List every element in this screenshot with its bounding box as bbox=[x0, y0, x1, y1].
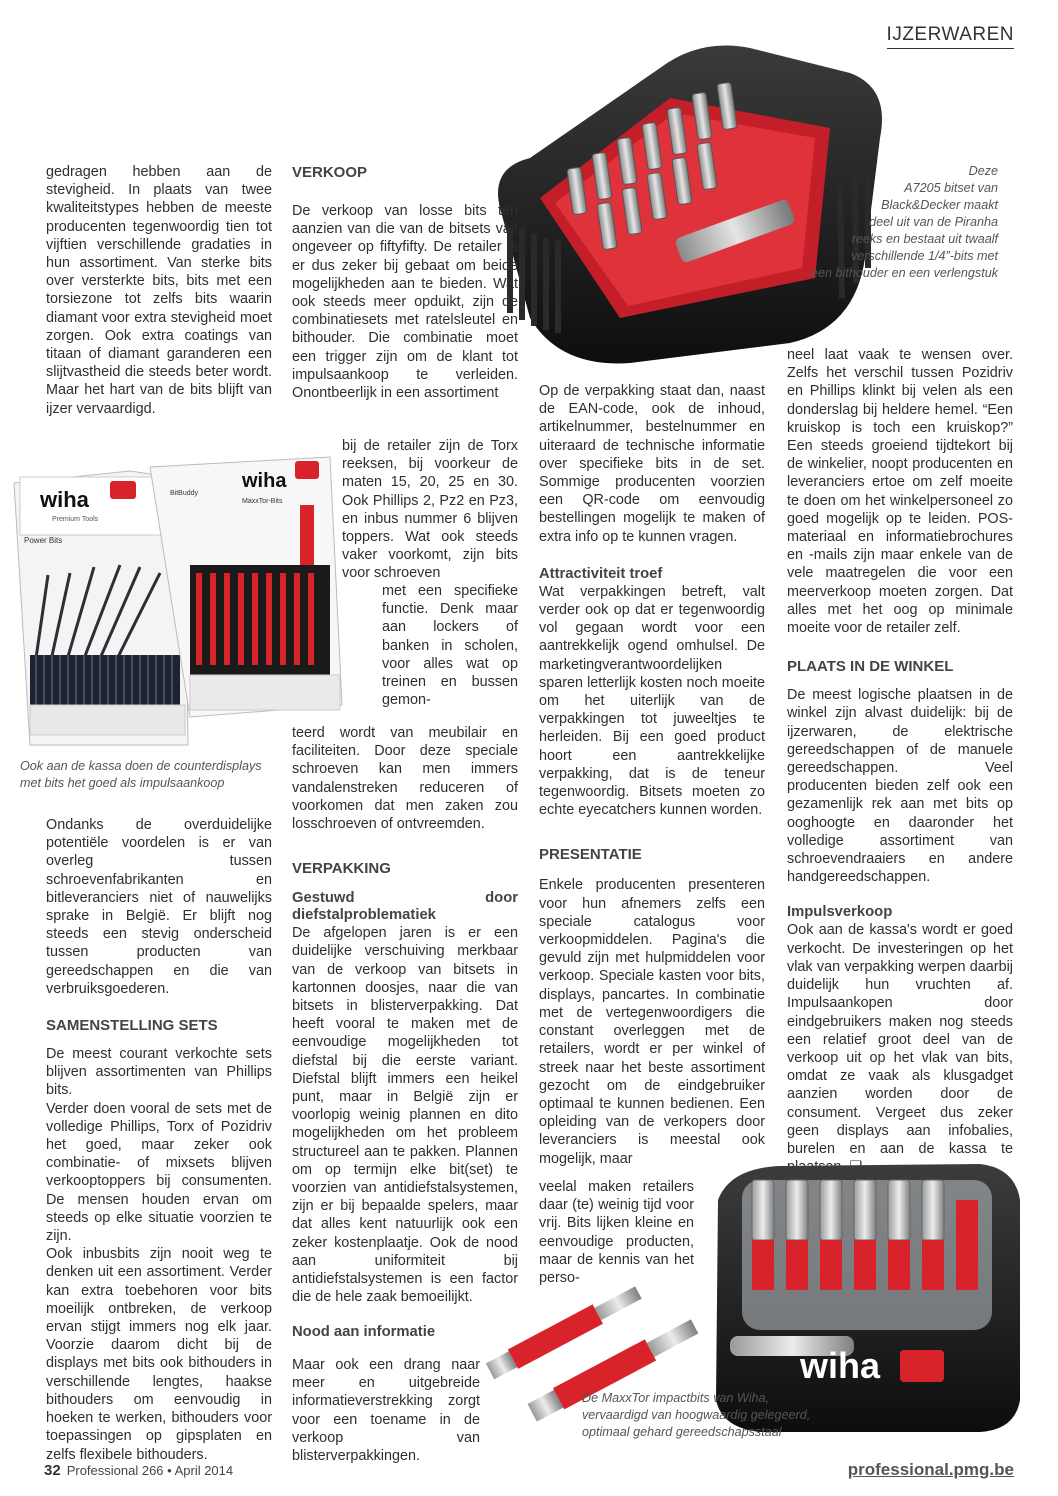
heading-plaats-in-de-winkel: PLAATS IN DE WINKEL bbox=[787, 658, 954, 676]
paragraph: Op de verpakking staat dan, naast de EAN-code, ook de inhoud, artikelnummer, bestelnummer en uiteraard de technische informatie over specifieke bits in de set. Sommige producenten voorzien een QR-code om eenvoudig bestellingen mogelijk te maken of extra info op te kunnen vragen. bbox=[539, 383, 765, 545]
caption-line: reeks en bestaat uit twaalf bbox=[851, 232, 998, 246]
paragraph: Maar ook een drang naar meer en uitgebreide informatieverstrekking zorgt voor een toename in de verkoop van blisterverpakkingen. bbox=[292, 1357, 480, 1465]
heading-verpakking: VERPAKKING bbox=[292, 860, 391, 878]
paragraph: De meest logische plaatsen in de winkel zijn alvast duidelijk: bij de ijzerwaren, de elektrische gereedschappen of de manuele gereedschappen. Veel producenten bieden zelf ook een gezamenlijk rek aan met bits op ooghoogte en daaronder het volledige assortiment van schroevendraaiers en andere handgereedschappen. bbox=[787, 687, 1013, 886]
paragraph: neel laat vaak te wensen over. Zelfs het verschil tussen Pozidriv en Phillips klinkt bij velen als een donderslag bij heldere hemel. “Een kruiskop is toch een kruiskop?” Een steeds groeiend tijdtekort bij de winkelier, noopt producenten en leveranciers ertoe om zelf moeite te doen om het winkelpersoneel zo goed mogelijk op te leiden. POS-materiaal en informatiebrochures en -mails zijn maar enkele van de vele maatregelen die voor een meerverkoop moeten zorgen. Dat alles met het oog op minimale moeite voor de retailer zelf. bbox=[787, 347, 1013, 637]
heading-samenstelling-sets: SAMENSTELLING SETS bbox=[46, 1017, 218, 1035]
wiha-case-logo: wiha bbox=[800, 1345, 881, 1386]
caption-counterdisplay bbox=[20, 758, 262, 792]
paragraph: Wat verpakkingen betreft, valt verder ook op dat er tegenwoordig vol gegaan wordt voor een aantrekkelijk ogend omhulsel. De marketingverantwoordelijken sparen letterlijk kosten noch moeite om het uiterlijk van de verpakkingen tot juweeltjes te herleiden. Bij een goed product hoort een aantrekkelijke verpakking, dat is de teneur tegenwoordig. Bitsets moeten zo echte eyecatchers kunnen worden. bbox=[539, 583, 765, 819]
power-bits-label: Power Bits bbox=[24, 536, 63, 545]
caption-line: De MaxxTor impactbits van Wiha, bbox=[582, 1391, 769, 1405]
column-2-wrap-b bbox=[382, 582, 518, 709]
subheading-attractiviteit: Attractiviteit troef bbox=[539, 565, 663, 582]
maxxtor-bits-label: MaxxTor-Bits bbox=[242, 498, 283, 505]
column-4 bbox=[787, 346, 1013, 1176]
page-number: 32 bbox=[44, 1462, 61, 1479]
wiha-logo-text-2: wiha bbox=[242, 470, 287, 492]
paragraph: bij de retailer zijn de Torx reeksen, bij voorkeur de maten 15, 20, 25 en 30. Ook Phillips 2, Pz2 en Pz3, en inbus nummer 6 blijven toppers. Wat ook steeds vaker voorkomt, zijn bits voor schroeven bbox=[342, 438, 518, 582]
caption-line: deel uit van de Piranha bbox=[869, 215, 998, 229]
caption-line: Black&Decker maakt bbox=[881, 198, 998, 212]
paragraph: De verkoop van losse bits ten aanzien van die van de bitsets valt ongeveer op fiftyfifty. De retailer is er dus zeker bij gebaat om beide mogelijkheden aan te bieden. Wat ook steeds meer opduikt, zijn de combinatiesets met ratelsleutel en bithouder. Die combinatie moet een trigger zijn om de klant tot impulsaankoop te verleiden. Onontbeerlijk in een assortiment bbox=[292, 203, 518, 402]
caption-line: met bits het goed als impulsaankoop bbox=[20, 776, 225, 790]
subheading-nood-aan-informatie: Nood aan informatie bbox=[292, 1324, 436, 1341]
caption-blackdecker bbox=[811, 163, 998, 282]
counter-display-photo-wiha bbox=[10, 455, 345, 755]
paragraph: Enkele producenten presenteren voor hun afnemers zelfs een speciale catalogus voor verkoopmiddelen. Pagina's die gevuld zijn met hulpmiddelen voor verkoop. Speciale kasten voor bits, displays, pancartes. In combinatie met de vertegenwoordigers die constant overleggen met de retailers, wordt er per winkel of streek naar het beste assortiment gezocht om de eindgebruiker optimaal te kunnen bedienen. Een opleiding van de verkopers door leveranciers is meestal ook mogelijk, maar bbox=[539, 877, 765, 1167]
premium-tools-label: Premium Tools bbox=[52, 516, 99, 523]
column-2-end bbox=[292, 1356, 480, 1465]
caption-line: een bithouder en een verlengstuk bbox=[811, 266, 998, 280]
caption-line: Deze bbox=[968, 164, 998, 178]
paragraph: De afgelopen jaren is er een duidelijke verschuiving merkbaar van de verkoop van bitsets in kartonnen doosjes, naar die van bitsets in blisterverpakking. Dat heeft vooral te maken met de eenvoudige mogelijkheden tot diefstal bij die eerste variant. Diefstal blijft immers een heikel punt, maar in België zijn er voorlopig weinig plannen en dito mogelijkheden om het probleem structureel aan te pakken. Plannen om op termijn elke bit(set) te voorzien van antidiefstalsystemen, zijn er bij bepaalde spelers, maar dat alles kent natuurlijk ook een zeker kostenplaatje. Ook de nood aan uniformiteit bij antidiefstalsystemen is een factor die de hele zaak bemoeilijkt. bbox=[292, 925, 518, 1306]
paragraph: Verder doen vooral de sets met de volledige Phillips, Torx of Pozidriv het goed, maar zeker ook combinatie- of mixsets blijven verkooptoppers bij consumenten. De mensen houden ervan om steeds op elke situatie voorzien te zijn. bbox=[46, 1100, 272, 1245]
section-tag: IJZERWAREN bbox=[887, 24, 1014, 49]
caption-maxxtor bbox=[582, 1390, 810, 1441]
column-3 bbox=[539, 382, 765, 1168]
footer-issue bbox=[44, 1462, 233, 1479]
caption-line: optimaal gehard gereedschapsstaal bbox=[582, 1425, 782, 1439]
column-1 bbox=[46, 163, 272, 418]
subheading-diefstal: Gestuwd door diefstalproblematiek bbox=[292, 890, 518, 924]
subheading-impulsverkoop: Impulsverkoop bbox=[787, 904, 893, 921]
paragraph: met een specifieke functie. Denk maar aan lockers of banken in scholen, voor alles wat op treinen en bussen gemon- bbox=[382, 583, 518, 709]
paragraph: Ook aan de kassa's wordt er goed verkocht. De investeringen op het vlak van verpakking werpen daarbij duidelijk hun vruchten af. Impulsaankopen door eindgebruikers maken nog steeds een relatief groot deel van de verkoop uit op het vlak van bits, omdat ze vaak als klusgadget aanzien worden door de consument. Vergeet dus zeker geen displays aan infobalies, burelen en aan de kassa te bbox=[787, 922, 1013, 1157]
paragraph: Ondanks de overduidelijke potentiële voordelen is er van overleg tussen schroevenfabrikanten en bitleveranciers niet of nauwelijks sprake in België. Er blijft nog steeds een stevig onderscheid tussen producten van gereedschappen en die van verbruiksgoederen. bbox=[46, 817, 272, 997]
column-1-continued bbox=[46, 816, 272, 1464]
paragraph: teerd wordt van meubilair en faciliteiten. Door deze speciale schroeven kan men immers vandalenstreken reduceren of voorkomen dat men zaken zou losschroeven of ontvreemden. bbox=[292, 725, 518, 833]
column-2-wrap-a bbox=[342, 437, 518, 583]
heading-presentatie: PRESENTATIE bbox=[539, 846, 642, 864]
paragraph: gedragen hebben aan de stevigheid. In plaats van twee kwaliteitstypes hebben de meeste producenten tegenwoordig tien tot vijftien verschillende gradaties in hun assortiment. Van sterke bits over versterkte bits, bits met een torsiezone tot zelfs bits waarin diamant voor extra stevigheid moet zorgen. Ook extra coatings van titaan of diamant garanderen een slijtvastheid die steeds beter wordt. Maar het hart van de bits blijft van ijzer vervaardigd. bbox=[46, 164, 272, 417]
wiha-logo-text: wiha bbox=[40, 487, 89, 512]
caption-line: vervaardigd van hoogwaardig gelegeerd, bbox=[582, 1408, 811, 1422]
paragraph: veelal maken retailers daar (te) weinig tijd voor vrij. Bits lijken kleine en eenvoudige producten, maar de kennis van het perso- bbox=[539, 1179, 694, 1287]
caption-line: Ook aan de kassa doen de counterdisplays bbox=[20, 759, 262, 773]
caption-line: A7205 bitset van bbox=[904, 181, 998, 195]
issue-label: Professional 266 • April 2014 bbox=[66, 1463, 234, 1478]
footer-url-link[interactable]: professional.pmg.be bbox=[847, 1460, 1014, 1479]
column-2 bbox=[292, 163, 518, 402]
bitbuddy-label: BitBuddy bbox=[170, 490, 199, 497]
paragraph: Ook inbusbits zijn nooit weg te denken uit een assortiment. Verder kan extra toebehoren voor bits moeilijk ontbreken, de verkoop ervan stijgt immers nog elk jaar. Voorzie daarom dicht bij de displays met bits ook bithouders in verschillende lengtes, haakse bithouders om eenvoudig in hoeken te werken, bithouders voor toepassingen op gipsplaten en zelfs flexibele bithouders. bbox=[46, 1246, 272, 1463]
caption-line: verschillende 1/4”-bits met bbox=[851, 249, 998, 263]
heading-verkoop: VERKOOP bbox=[292, 164, 368, 181]
paragraph: De meest courant verkochte sets blijven assortimenten van Phillips bits. bbox=[46, 1046, 272, 1099]
